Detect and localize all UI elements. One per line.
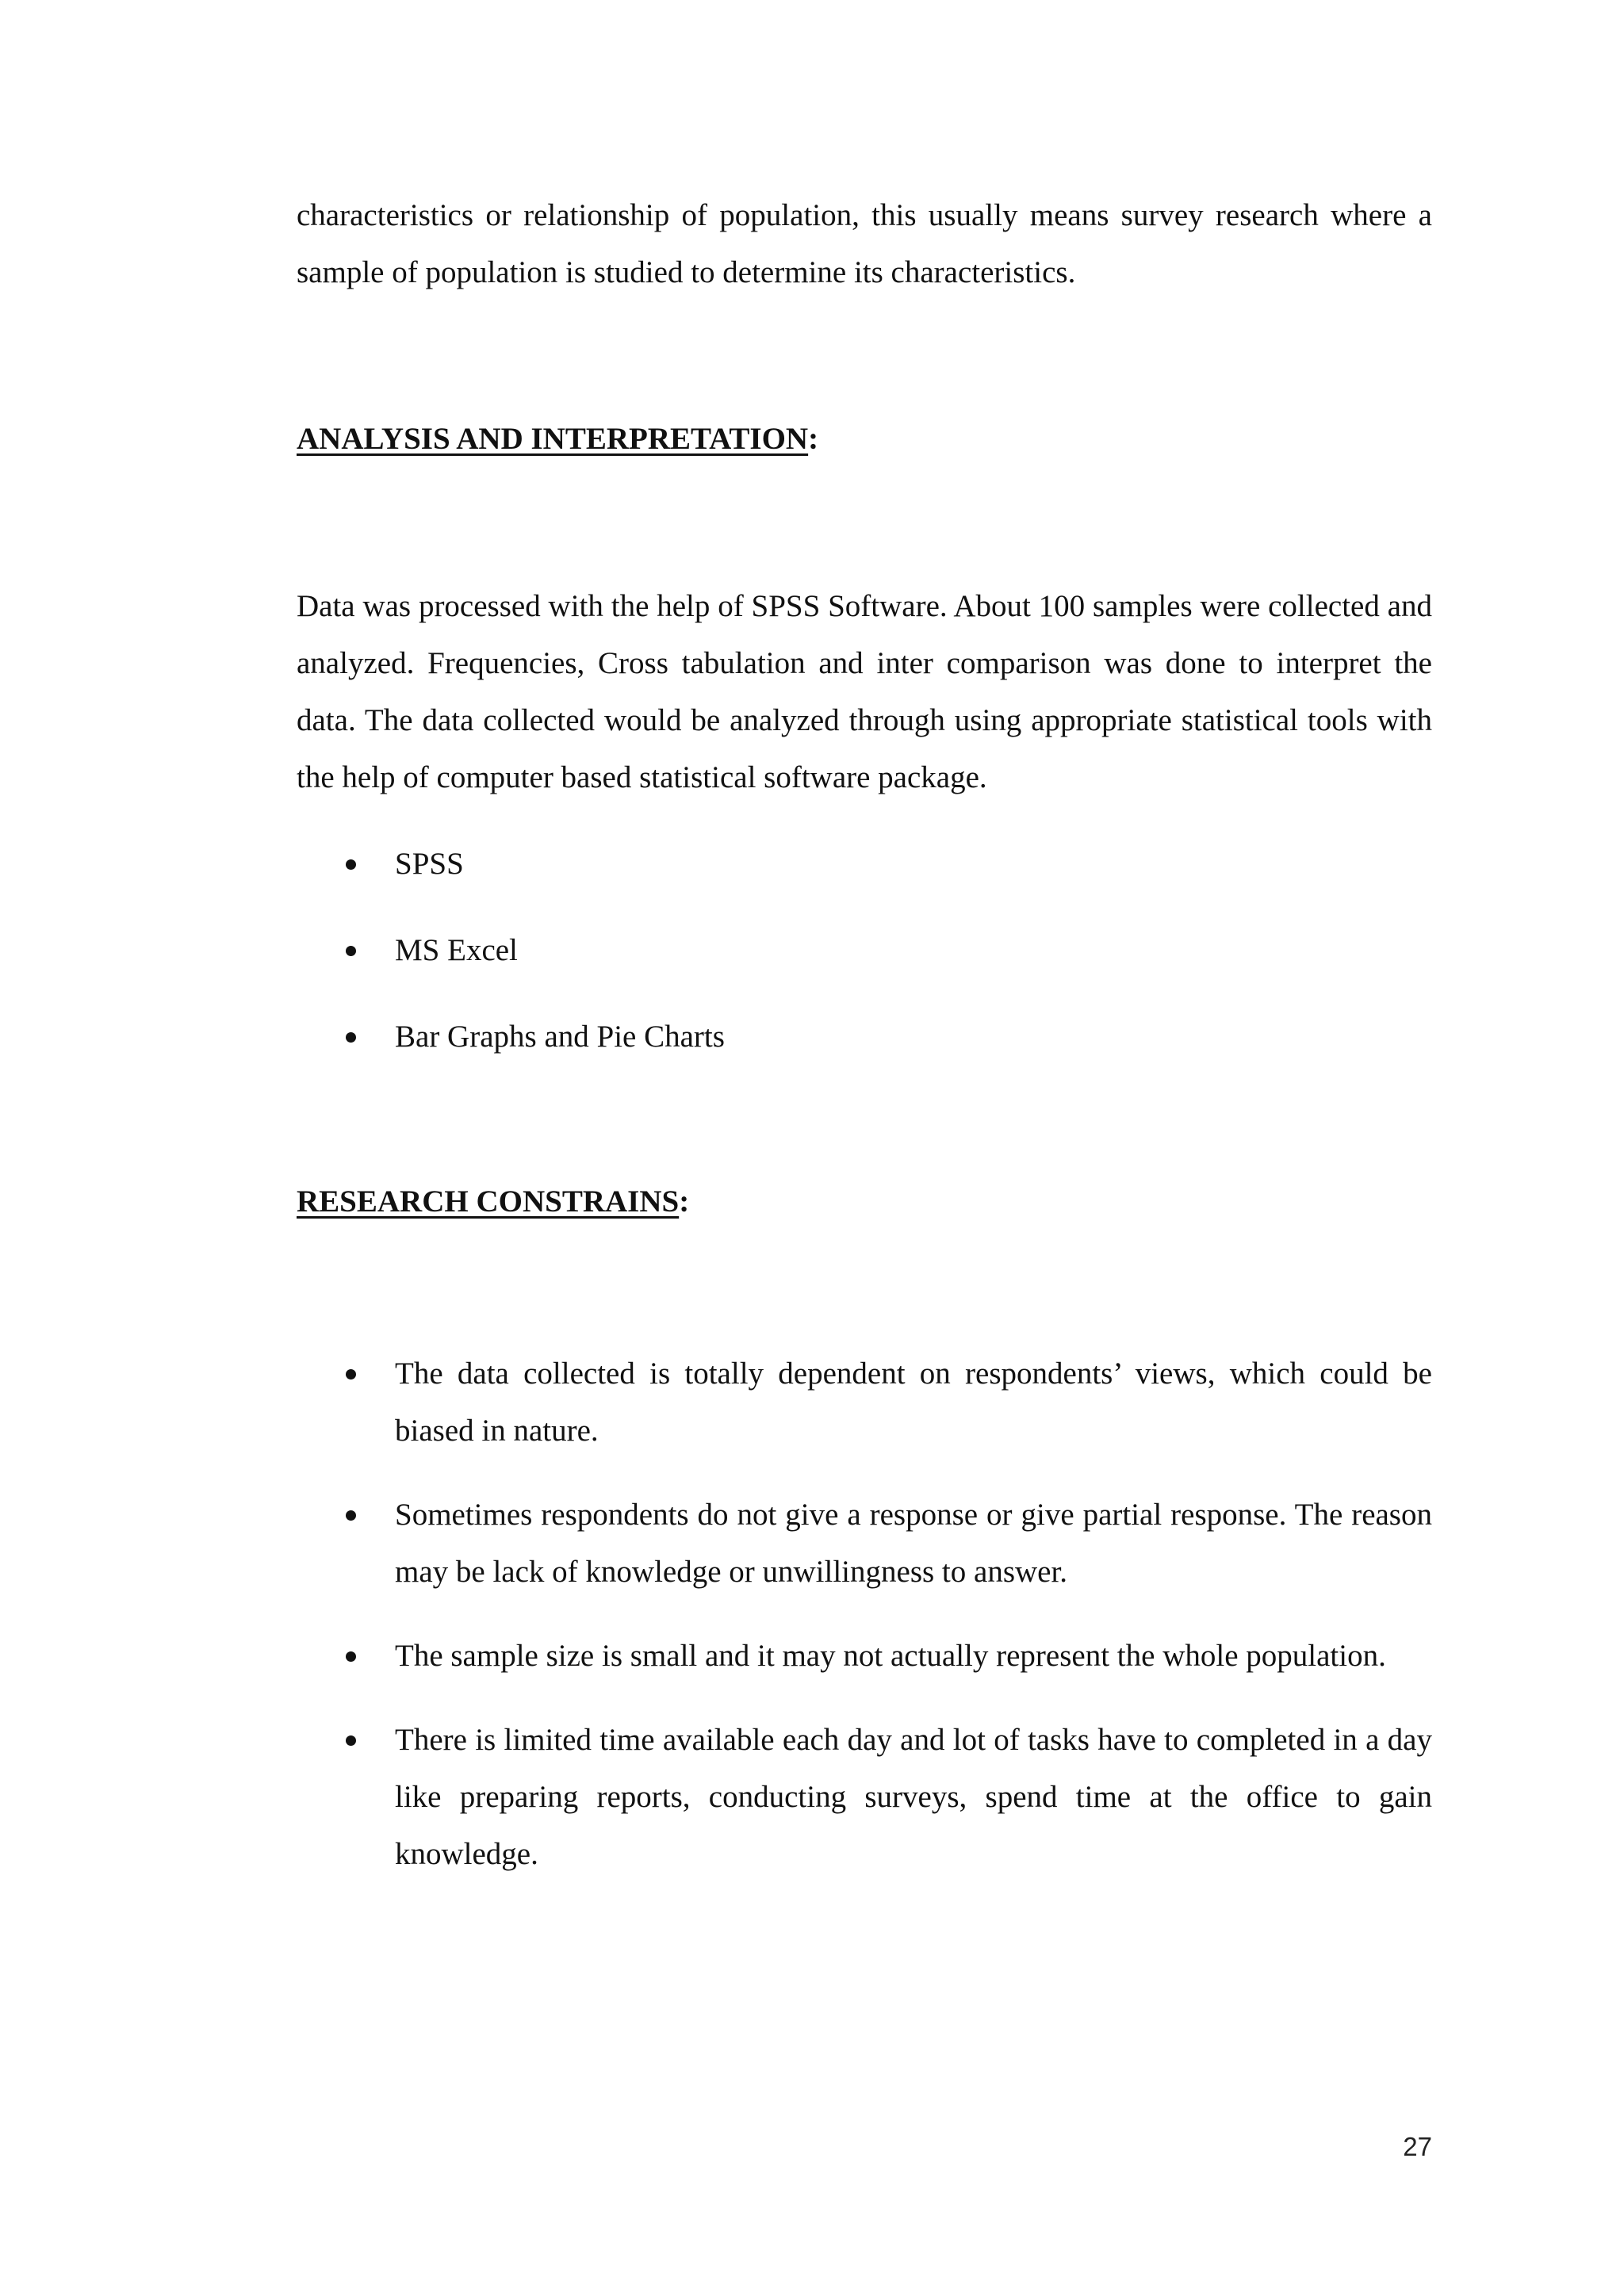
constraints-heading-block	[297, 1183, 1432, 1221]
analysis-heading-text: ANALYSIS AND INTERPRETATION	[297, 422, 809, 456]
analysis-heading-block	[297, 420, 1432, 458]
analysis-paragraph-block	[297, 578, 1432, 806]
bullet-icon	[346, 1510, 356, 1521]
list-item	[297, 836, 1432, 893]
bullet-icon	[346, 859, 356, 870]
bullet-icon	[346, 1032, 356, 1043]
tool-label: Bar Graphs and Pie Charts	[395, 1020, 725, 1054]
tools-list	[297, 836, 1432, 1066]
constraints-list-block	[297, 1345, 1432, 1883]
analysis-heading	[297, 420, 1432, 458]
analysis-paragraph: Data was processed with the help of SPSS Software. About 100 samples were collected and analyzed. Frequencies, Cross tabulation and inter comparison was done to interpret the data. The data collected would be analyzed through using appropriate statistical tools with the help of computer based statistical software package.	[297, 589, 1432, 794]
constraint-text: The data collected is totally dependent on respondents’ views, which could be biased in nature.	[395, 1357, 1432, 1448]
bullet-icon	[346, 946, 356, 956]
tools-list-block	[297, 836, 1432, 1066]
constraints-heading-text: RESEARCH CONSTRAINS	[297, 1184, 680, 1219]
constraint-text: The sample size is small and it may not actually represent the whole population.	[395, 1639, 1386, 1673]
intro-paragraph: characteristics or relationship of population, this usually means survey research where a sample of population is studied to determine its characteristics.	[297, 198, 1432, 289]
list-item	[297, 1712, 1432, 1883]
list-item	[297, 1487, 1432, 1601]
bullet-icon	[346, 1369, 356, 1380]
tool-label: SPSS	[395, 847, 464, 881]
tool-label: MS Excel	[395, 933, 518, 967]
bullet-icon	[346, 1735, 356, 1746]
analysis-heading-colon: :	[808, 422, 819, 456]
constraints-heading	[297, 1183, 1432, 1221]
list-item	[297, 1628, 1432, 1685]
page-number: 27	[1403, 2132, 1432, 2161]
constraint-text: There is limited time available each day and lot of tasks have to completed in a day like preparing reports, conducting surveys, spend time at the office to gain knowledge.	[395, 1723, 1432, 1871]
bullet-icon	[346, 1651, 356, 1662]
constraint-text: Sometimes respondents do not give a response or give partial response. The reason may be lack of knowledge or unwillingness to answer.	[395, 1498, 1432, 1589]
constraints-heading-colon: :	[679, 1184, 690, 1219]
intro-paragraph-block	[297, 187, 1432, 301]
list-item	[297, 1008, 1432, 1066]
list-item	[297, 1345, 1432, 1460]
list-item	[297, 922, 1432, 979]
constraints-list	[297, 1345, 1432, 1883]
